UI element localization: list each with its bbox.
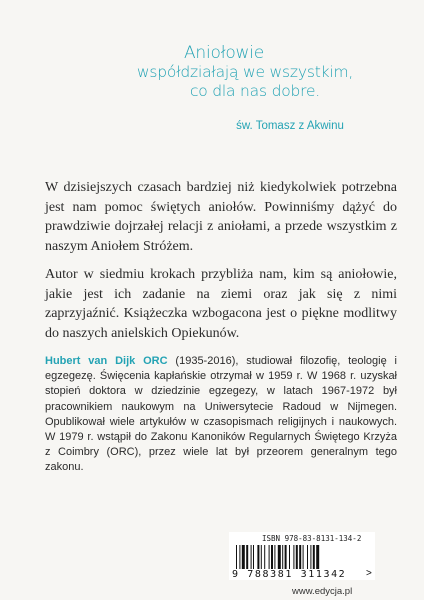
publisher-url: www.edycja.pl: [292, 586, 353, 597]
author-bio-text: (1935-2016), studiował filozofię, teologię i egzegezę. Święcenia kapłańskie otrzymał w 1959 r. W 1968 r. uzyskał stopień doktora w dziedzinie egzegezy, w latach 1967-1972 był pracownikiem naukowym na Uniwersytecie Radoud w Nijmegen. Opublikował wiele artykułów w czasopismach religijnych i naukowych. W 1979 r. wstąpił do Zakonu Kanoników Regularnych Świętego Krzyża z Coimbry (ORC), przez wiele lat był przeorem generalnym tego zakonu.: [45, 355, 397, 474]
barcode-bar: [239, 545, 240, 569]
barcode-bar: [296, 545, 298, 569]
barcode-bar: [274, 545, 275, 569]
barcode-bar: [303, 545, 304, 569]
barcode-bar: [278, 545, 281, 569]
isbn-text: ISBN 978-83-8131-134-2: [262, 534, 362, 543]
description-paragraph-2: Autor w siedmiu krokach przybliża nam, kim są aniołowie, jakie jest ich zadanie na ziemi oraz jak się z nimi zaprzyjaźnić. Książeczka wzbogacona jest o piękne modlitwy do naszych anielskich Opiekunów.: [45, 267, 397, 341]
barcode-bar: [293, 545, 294, 569]
author-bio: [45, 354, 397, 476]
barcode-bar: [285, 545, 287, 569]
barcode-digits: 9 788381 311342: [232, 569, 362, 580]
barcode-bar: [236, 545, 237, 569]
quote-line-1: Aniołowie: [183, 43, 265, 63]
barcode-bar: [257, 545, 259, 569]
author-name: Hubert van Dijk ORC: [45, 355, 168, 367]
barcode-bar: [261, 545, 262, 569]
barcode-bar: [289, 545, 290, 569]
quote-line-3: co dla nas dobre.: [189, 82, 321, 100]
barcode-bar: [271, 545, 273, 569]
barcode-bar: [310, 545, 311, 569]
barcode-bar: [299, 545, 301, 569]
barcode-bar: [282, 545, 283, 569]
barcode-bars: [236, 545, 370, 569]
description-paragraph-1: W dzisiejszych czasach bardziej niż kiedykolwiek potrzebna jest nam pomoc świętych aniołów. Powinniśmy dążyć do prawdziwie dojrzałej relacji z aniołami, a przede wszystkim z naszym Aniołem Stróżem.: [45, 180, 397, 254]
quote-line-2: współdziałają we wszystkim,: [136, 63, 354, 81]
barcode-arrow: >: [366, 568, 372, 579]
barcode-bar: [313, 545, 315, 569]
barcode-bar: [269, 545, 270, 569]
barcode-bar: [316, 545, 319, 569]
barcode-bar: [253, 545, 254, 569]
barcode-bar: [246, 545, 248, 569]
barcode-bar: [264, 545, 265, 569]
barcode-bar: [242, 545, 245, 569]
barcode-bar: [307, 545, 308, 569]
quote-author: św. Tomasz z Akwinu: [236, 120, 344, 132]
barcode-bar: [251, 545, 252, 569]
